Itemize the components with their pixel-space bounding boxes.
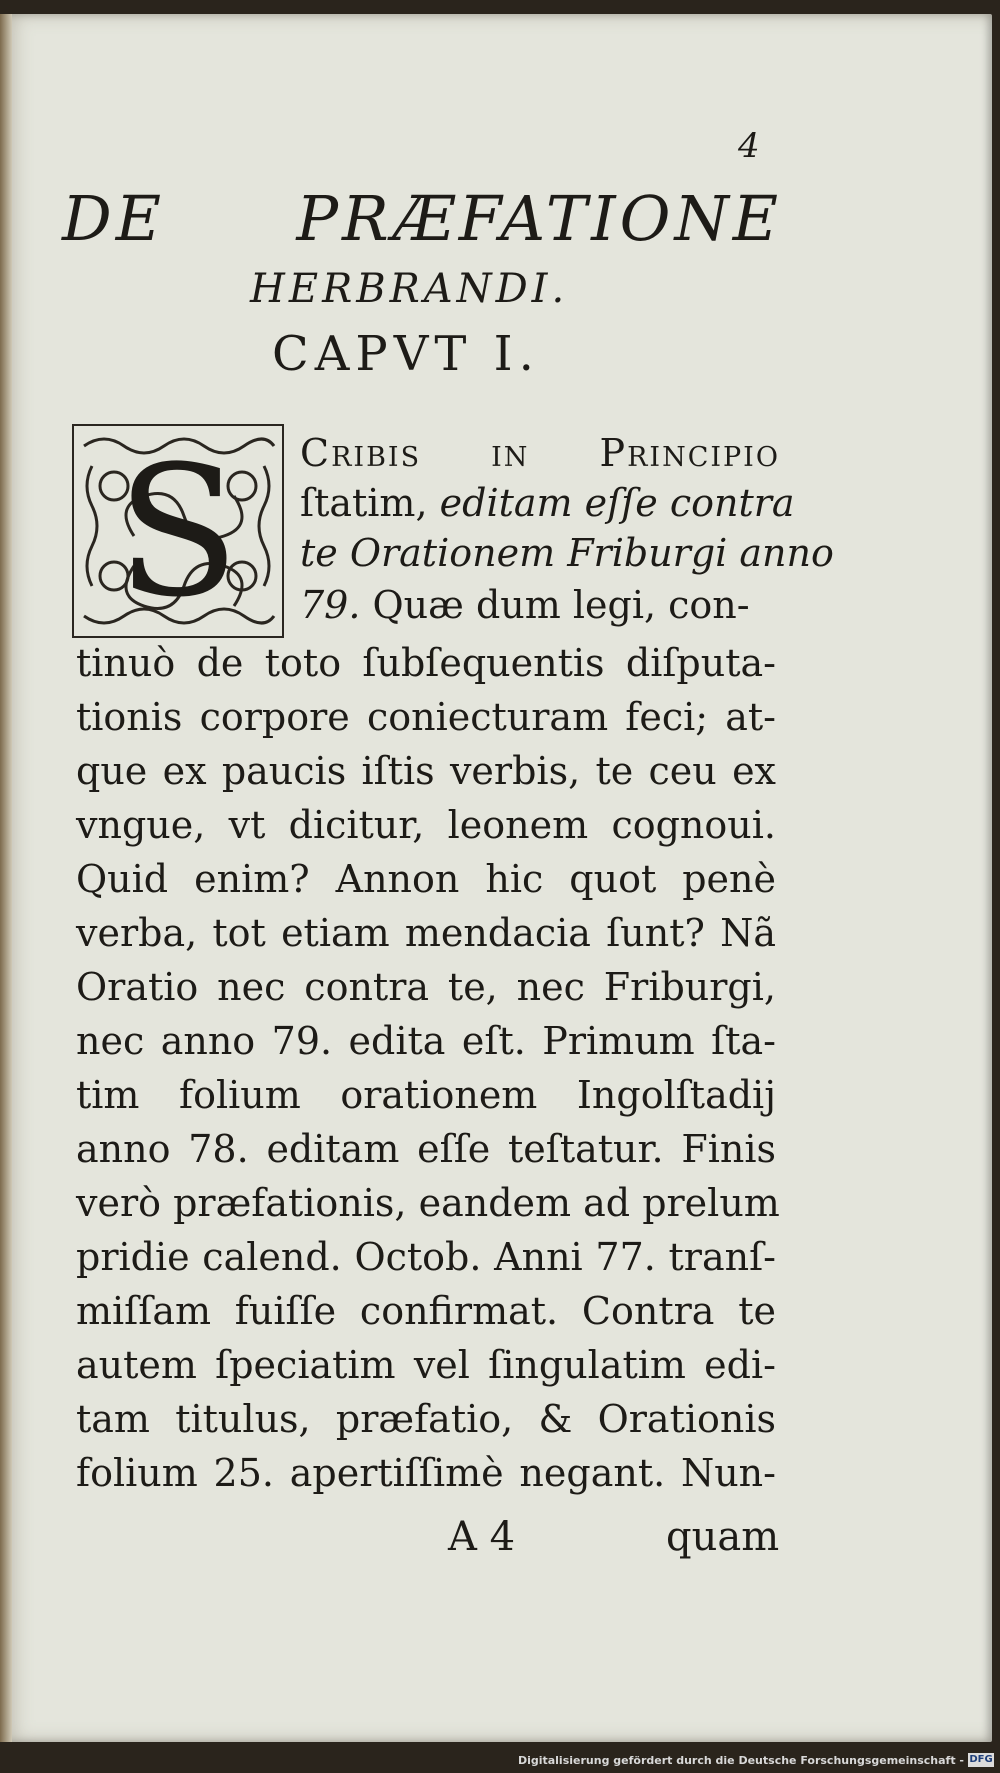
page-title [62,182,782,255]
dfg-logo-icon: DFG [969,1754,993,1765]
body-line: anno 78. editam eſſe teſtatur. Finis [76,1127,776,1171]
body-line: verò præfationis, eandem ad prelum [76,1181,780,1225]
body-line: tinuò de toto ſubſequentis diſputa- [76,641,776,685]
text-line-3: te Orationem Friburgi anno [300,531,834,575]
body-line: autem ſpeciatim vel ſingulatim edi- [76,1343,776,1387]
ornamental-initial-s-icon [72,424,284,638]
text-line-4: 79. Quæ dum legi, con- [300,583,750,627]
folio-number: 4 [738,126,760,166]
chapter-heading: CAPVT I. [272,326,540,382]
body-line: tionis corpore coniecturam feci; at- [76,695,776,739]
body-line: folium 25. apertiſſimè negant. Nun- [76,1451,776,1495]
body-line: que ex paucis iſtis verbis, te ceu ex [76,749,776,793]
page-subtitle: HERBRANDI. [250,266,569,312]
signature-mark: A 4 [448,1514,516,1560]
text-line-2: ſtatim, editam eſſe contra [300,481,795,525]
body-line: vngue, vt dicitur, leonem cognoui. [76,803,776,847]
body-line: nec anno 79. edita eſt. Primum ſta- [76,1019,776,1063]
digitization-credit: Digitalisierung gefördert durch die Deutsche Forschungsgemeinschaft - [517,1754,964,1767]
drop-cap-letter: S [116,428,240,636]
title-word-2: PRÆFATIONE [296,182,782,255]
ornament-svg [74,426,282,636]
title-word-1: DE [62,182,165,255]
book-page [0,14,992,1742]
body-line: tim folium orationem Ingolſtadij [76,1073,776,1117]
body-line: pridie calend. Octob. Anni 77. tranſ- [76,1235,776,1279]
body-line: miſſam fuiſſe confirmat. Contra te [76,1289,776,1333]
body-line: Quid enim? Annon hic quot penè [76,857,776,901]
text-line-1: Cribis in Principio [300,431,780,475]
body-line: tam titulus, præfatio, & Orationis [76,1397,776,1441]
catchword: quam [666,1514,780,1560]
body-line: Oratio nec contra te, nec Friburgi, [76,965,776,1009]
body-line: verba, tot etiam mendacia ſunt? Nã [76,911,776,955]
